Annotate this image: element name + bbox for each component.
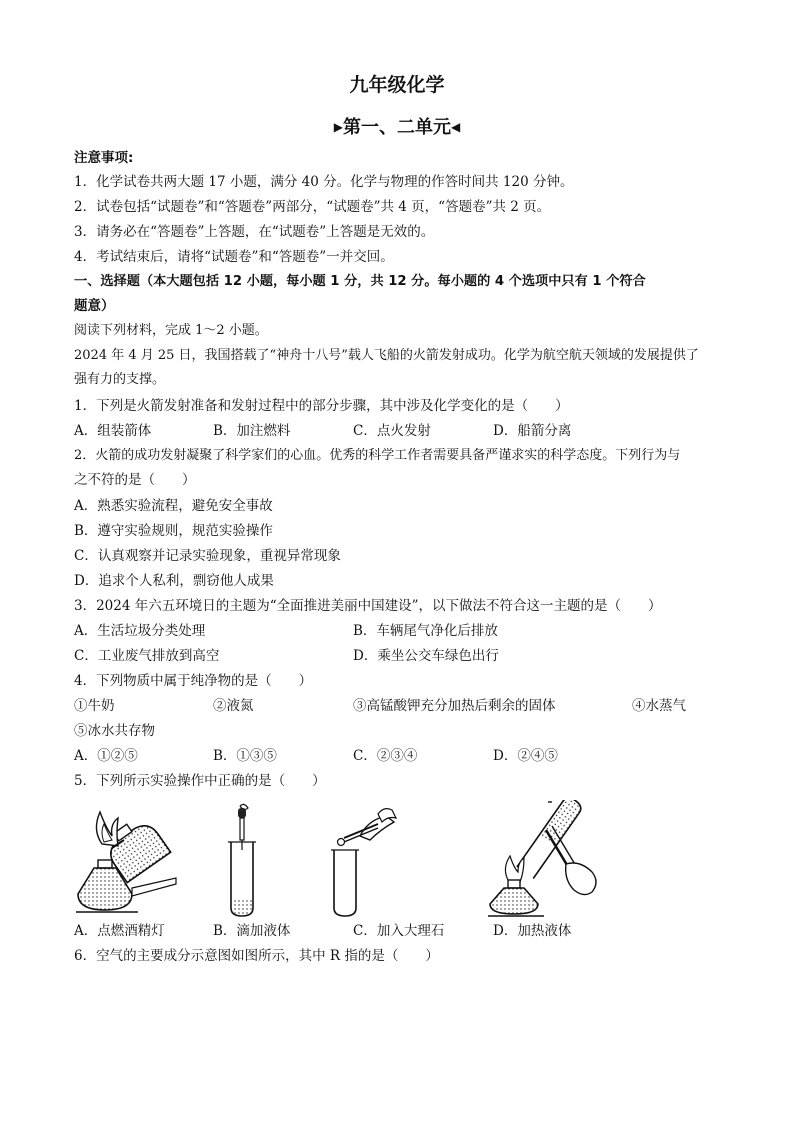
q5-option-a[interactable]: A．点燃酒精灯 (74, 923, 165, 939)
q1-option-b[interactable]: B．加注燃料 (213, 423, 291, 439)
q2-option-b[interactable]: B．遵守实验规则，规范实验操作 (74, 523, 273, 539)
q5-option-b[interactable]: B．滴加液体 (213, 923, 291, 939)
triangle-right-icon: ▶ (333, 120, 343, 134)
q1-option-a[interactable]: A．组装箭体 (74, 423, 152, 439)
q1-stem: 1．下列是火箭发射准备和发射过程中的部分步骤，其中涉及化学变化的是（ ） (74, 398, 569, 414)
page-subtitle (0, 113, 794, 139)
page-title: 九年级化学 (349, 74, 445, 96)
q5-option-d[interactable]: D．加热液体 (493, 923, 572, 939)
q2-stem-line2: 之不符的是（ ） (74, 472, 196, 488)
notice-item-4: 4．考试结束后，请将“试题卷”和“答题卷”一并交回。 (74, 249, 394, 265)
q1-option-d[interactable]: D．船箭分离 (493, 423, 572, 439)
q3-option-c[interactable]: C．工业废气排放到高空 (74, 648, 220, 664)
material-line1: 2024 年 4 月 25 日，我国搭载了“神舟十八号”载人飞船的火箭发射成功。化学为航空航天领域的发展提供了 (74, 348, 699, 363)
notice-item-3: 3．请务必在“答题卷”上答题，在“试题卷”上答题是无效的。 (74, 224, 435, 240)
section-heading-line1: 一、选择题（本大题包括 12 小题，每小题 1 分，共 12 分。每小题的 4 个选项中只有 1 个符合 (74, 274, 646, 289)
q2-option-c[interactable]: C．认真观察并记录实验现象，重视异常现象 (74, 548, 341, 564)
notice-item-2: 2．试卷包括“试题卷”和“答题卷”两部分，“试题卷”共 4 页，“答题卷”共 2 页。 (74, 199, 551, 215)
q1-option-c[interactable]: C．点火发射 (353, 423, 431, 439)
q2-option-d[interactable]: D．追求个人私利，剽窃他人成果 (74, 573, 274, 589)
notice-item-1: 1．化学试卷共两大题 17 小题，满分 40 分。化学与物理的作答时间共 120 分钟。 (74, 174, 574, 190)
q5-option-c[interactable]: C．加入大理石 (353, 923, 445, 939)
tweezers-marble-figure (320, 800, 400, 918)
heating-liquid-figure (488, 800, 608, 918)
q4-option-c[interactable]: C．②③④ (353, 748, 418, 764)
q3-stem: 3．2024 年六五环境日的主题为“全面推进美丽中国建设”，以下做法不符合这一主题的是（ ） (74, 598, 662, 614)
notice-heading: 注意事项: (74, 150, 134, 166)
q2-option-a[interactable]: A．熟悉实验流程，避免安全事故 (74, 498, 273, 514)
reading-intro: 阅读下列材料，完成 1～2 小题。 (74, 323, 268, 338)
q3-option-b[interactable]: B．车辆尾气净化后排放 (353, 623, 498, 639)
q4-option-b[interactable]: B．①③⑤ (213, 748, 277, 764)
q3-option-a[interactable]: A．生活垃圾分类处理 (74, 623, 206, 639)
alcohol-lamp-lighting-figure (72, 800, 182, 918)
q2-stem-line1: 2．火箭的成功发射凝聚了科学家们的心血。优秀的科学工作者需要具备严谨求实的科学态度。下列行为与 (74, 448, 681, 463)
q4-option-d[interactable]: D．②④⑤ (493, 748, 558, 764)
q6-stem: 6．空气的主要成分示意图如图所示，其中 R 指的是（ ） (74, 948, 439, 964)
q4-item-4: ④水蒸气 (632, 698, 686, 714)
q4-option-a[interactable]: A．①②⑤ (74, 748, 138, 764)
q4-stem: 4．下列物质中属于纯净物的是（ ） (74, 673, 313, 689)
q4-item-1: ①牛奶 (74, 698, 115, 714)
material-line2: 强有力的支撑。 (74, 372, 166, 387)
triangle-left-icon: ◀ (451, 120, 461, 134)
q4-item-3: ③高锰酸钾充分加热后剩余的固体 (353, 698, 556, 714)
q4-item-5: ⑤冰水共存物 (74, 723, 155, 739)
q5-stem: 5．下列所示实验操作中正确的是（ ） (74, 773, 326, 789)
q4-item-2: ②液氮 (213, 698, 254, 714)
subtitle-text: 第一、二单元 (343, 117, 451, 138)
section-heading-line2: 题意） (74, 298, 115, 314)
q3-option-d[interactable]: D．乘坐公交车绿色出行 (353, 648, 499, 664)
dropper-test-tube-figure (222, 800, 262, 918)
